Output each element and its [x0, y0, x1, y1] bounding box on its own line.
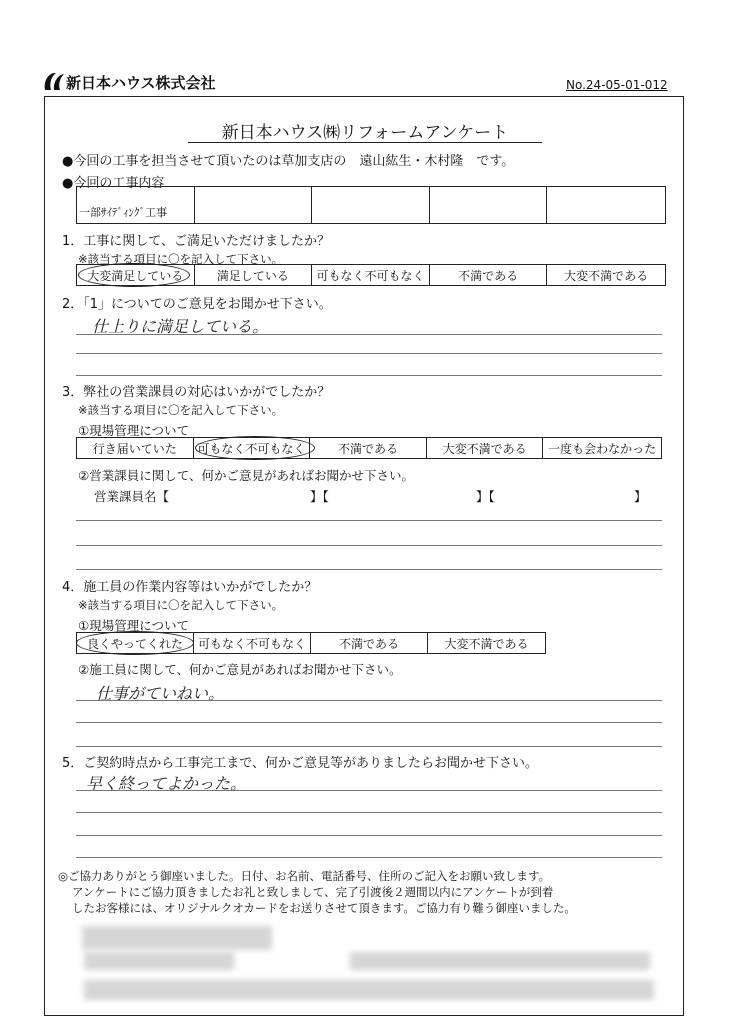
q1-option[interactable]: 大変不満である [564, 268, 649, 283]
q1-option[interactable]: 大変満足している [77, 265, 195, 285]
q4-option[interactable]: 良くやってくれた [77, 633, 194, 653]
answer-line [76, 334, 662, 335]
answer-line [76, 353, 662, 354]
q4-option[interactable]: 大変不満である [444, 636, 529, 651]
q3-sub1: ①現場管理について [78, 423, 189, 438]
q2-title: 2．「1」についてのご意見をお聞かせ下さい。 [62, 297, 332, 312]
q4-sub2: ②施工員に関して、何かご意見があればお聞かせ下さい。 [78, 662, 402, 677]
q3-option[interactable]: 一度も会わなかった [548, 441, 657, 456]
work-label: ●今回の工事内容 [62, 176, 165, 191]
work-cell [312, 187, 430, 223]
answer-line [76, 520, 662, 521]
answer-line [76, 857, 662, 858]
q3-sub2: ②営業課員に関して、何かご意見があればお聞かせ下さい。 [78, 468, 414, 483]
q1-option[interactable]: 不満である [430, 265, 548, 285]
redacted-date [82, 926, 272, 950]
company-name: 新日本ハウス株式会社 [66, 74, 216, 92]
staff-line: ●今回の工事を担当させて頂いたのは草加支店の 遠山紘生・木村隆 です。 [62, 154, 515, 169]
q1-title: 1．工事に関して、ご満足いただけましたか？ [62, 234, 331, 249]
company-logo [42, 70, 66, 92]
redacted-name [84, 952, 234, 970]
footer-line-2: アンケートにご協力頂きましたお礼と致しまして、完了引渡後２週間以内にアンケートが到着 [72, 885, 554, 899]
answer-line [76, 812, 662, 813]
work-cell [195, 187, 313, 223]
q1-option[interactable]: 満足している [195, 265, 313, 285]
answer-line [76, 545, 662, 546]
q2-answer: 仕上りに満足している。 [92, 317, 269, 336]
q4-answer: 仕事がていねい。 [96, 684, 225, 703]
q3-options [76, 437, 662, 459]
answer-line [76, 569, 662, 570]
work-content-table [76, 186, 666, 224]
footer-line-3: したお客様には、オリジナルクオカードをお送りさせて頂きます。ご協力有り難う御座いました。 [72, 901, 576, 915]
staff-name-bracket: 】【 [310, 489, 329, 504]
work-cell: 一部ｻｲﾃﾞｨﾝｸﾞ工事 [77, 187, 195, 223]
q5-title: 5．ご契約時点から工事完工まで、何かご意見等がありましたらお聞かせ下さい。 [62, 756, 539, 771]
q5-answer: 早く終ってよかった。 [86, 774, 247, 793]
answer-line [76, 835, 662, 836]
company-logo-icon [42, 70, 66, 92]
title-underline [188, 142, 542, 143]
q4-option[interactable]: 不満である [311, 633, 428, 653]
staff-name-bracket: 】 [634, 489, 647, 504]
q3-title: 3．弊社の営業課員の対応はいかがでしたか？ [62, 385, 331, 400]
q1-selected-circle [78, 263, 190, 287]
q3-option[interactable]: 行き届いていた [77, 438, 194, 458]
answer-line [76, 722, 662, 723]
footer-line-1: ◎ご協力ありがとう御座いました。日付、お名前、電話番号、住所のご記入をお願い致します。 [58, 869, 551, 883]
document-number: No.24-05-01-012 [566, 78, 668, 92]
q3-option[interactable]: 不満である [310, 438, 427, 458]
q4-title: 4．施工員の作業内容等はいかがでしたか？ [62, 580, 318, 595]
q1-note: ※該当する項目に〇を記入して下さい。 [78, 252, 284, 266]
answer-line [76, 790, 662, 791]
staff-name-label: 営業課員名【 [94, 489, 170, 504]
answer-line [76, 746, 662, 747]
q4-sub1: ①現場管理について [78, 618, 189, 633]
staff-name-bracket: 】【 [476, 489, 495, 504]
answer-line [76, 375, 662, 376]
work-cell [430, 187, 548, 223]
q1-option[interactable]: 可もなく不可もなく [312, 265, 430, 285]
answer-line [76, 700, 662, 701]
q4-selected-circle [76, 631, 194, 655]
q4-note: ※該当する項目に〇を記入して下さい。 [78, 598, 284, 612]
redacted-phone [350, 952, 650, 970]
survey-title: 新日本ハウス㈱リフォームアンケート [221, 123, 509, 143]
q3-selected-circle [195, 436, 315, 460]
redacted-address [84, 980, 654, 1000]
q4-option[interactable]: 可もなく不可もなく [194, 633, 311, 653]
q3-option[interactable]: 大変不満である [427, 438, 544, 458]
q3-option[interactable]: 可もなく不可もなく [194, 438, 311, 458]
q3-note: ※該当する項目に〇を記入して下さい。 [78, 403, 284, 417]
work-cell [547, 187, 665, 223]
